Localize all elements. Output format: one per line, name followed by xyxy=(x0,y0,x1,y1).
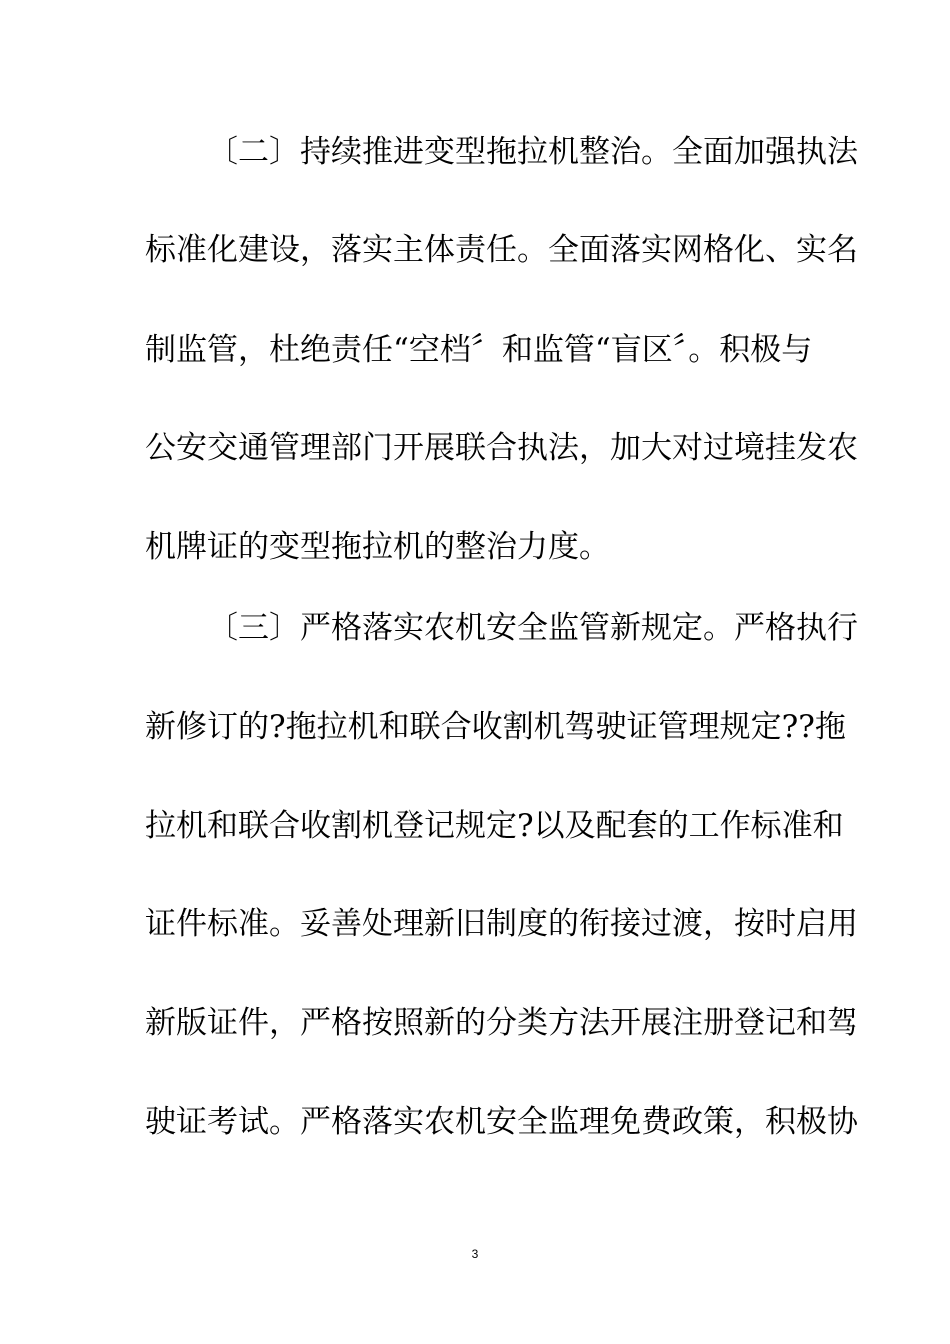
paragraph-3-line-1: 〔三〕严格落实农机安全监管新规定。严格执行 xyxy=(207,610,858,646)
page-number: 3 xyxy=(471,1247,479,1261)
paragraph-2-line-1: 〔二〕持续推进变型拖拉机整治。全面加强执法 xyxy=(207,134,858,170)
paragraph-2-line-4: 公安交通管理部门开展联合执法，加大对过境挂发农 xyxy=(145,430,858,466)
paragraph-2-line-3: 制监管，杜绝责任“空档〞和监管“盲区〞。积极与 xyxy=(145,332,813,368)
paragraph-3-line-4: 证件标准。妥善处理新旧制度的衔接过渡，按时启用 xyxy=(145,906,858,942)
paragraph-3-line-3: 拉机和联合收割机登记规定?以及配套的工作标准和 xyxy=(145,808,844,844)
paragraph-3-line-5: 新版证件，严格按照新的分类方法开展注册登记和驾 xyxy=(145,1005,858,1041)
paragraph-3-line-2: 新修订的?拖拉机和联合收割机驾驶证管理规定??拖 xyxy=(145,709,846,745)
paragraph-2-line-2: 标准化建设，落实主体责任。全面落实网格化、实名 xyxy=(145,232,858,268)
paragraph-3-line-6: 驶证考试。严格落实农机安全监理免费政策，积极协 xyxy=(145,1104,858,1140)
paragraph-2-line-5: 机牌证的变型拖拉机的整治力度。 xyxy=(145,529,610,565)
